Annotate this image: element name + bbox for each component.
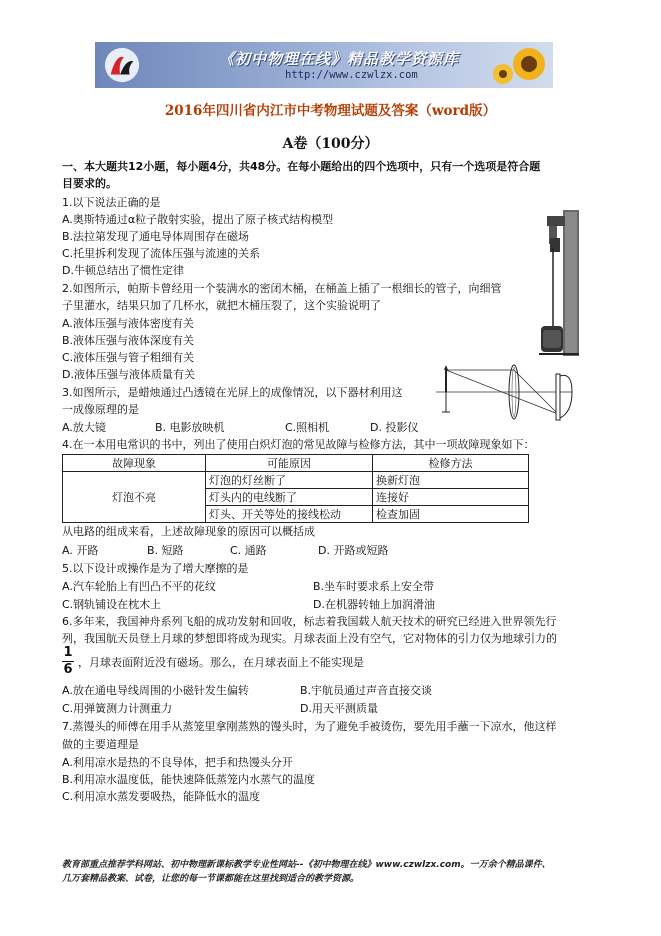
q7-option-c: C.利用凉水蒸发要吸热，能降低水的温度 — [62, 790, 261, 803]
q6-option-c: C.用弹簧测力计测重力 — [62, 702, 173, 715]
q6-stem-line-2: 列，我国航天员登上月球的梦想即将成为现实。月球表面上没有空气，它对物体的引力仅为地球引力的 — [62, 632, 557, 645]
q2-option-a: A.液体压强与液体密度有关 — [62, 317, 194, 330]
fraction-denominator: 6 — [63, 662, 73, 677]
q3-option-c: C.照相机 — [285, 421, 330, 434]
symptom-cell: 灯泡不亮 — [63, 472, 206, 523]
footer-line-1: 教育部重点推荐学科网站、初中物理新课标教学专业性网站--《初中物理在线》www.czwlzx.com。一万余个精品课件、 — [62, 860, 551, 870]
q1-stem: 1.以下说法正确的是 — [62, 196, 161, 209]
fraction-numerator: 1 — [63, 645, 73, 660]
fault-table-header-row — [63, 455, 529, 472]
convex-lens-figure — [432, 362, 582, 424]
q7-stem-line-1: 7.蒸馒头的师傅在用手从蒸笼里拿刚蒸熟的馒头时，为了避免手被烫伤，要先用手蘸一下凉水，他这样 — [62, 720, 557, 733]
q3-stem-line-1: 3.如图所示，是蜡烛通过凸透镜在光屏上的成像情况，以下器材利用这 — [62, 386, 403, 399]
q7-option-b: B.利用凉水温度低，能快速降低蒸笼内水蒸气的温度 — [62, 773, 316, 786]
q3-stem-line-2: 一成像原理的是 — [62, 403, 139, 416]
banner-url[interactable]: http://www.czwlzx.com — [285, 69, 418, 81]
q2-stem-line-2: 子里灌水，结果只加了几杯水，就把木桶压裂了，这个实验说明了 — [62, 299, 381, 312]
q3-option-a: A.放大镜 — [62, 421, 106, 434]
q6-stem-line-1: 6.多年来，我国神舟系列飞船的成功发射和回收，标志着我国载人航天技术的研究已经进入世界领先行 — [62, 615, 557, 628]
page-title: 2016年四川省内江市中考物理试题及答案（word版） — [164, 103, 497, 119]
section-subtitle: A卷（100分） — [282, 136, 379, 152]
fault-table — [62, 454, 529, 523]
method-cell: 换新灯泡 — [373, 472, 529, 489]
q1-option-c: C.托里拆利发现了流体压强与流速的关系 — [62, 247, 261, 260]
q7-option-a: A.利用凉水是热的不良导体，把手和热馒头分开 — [62, 756, 293, 769]
site-logo-icon — [103, 46, 141, 84]
q4-stem: 4.在一本用电常识的书中，列出了使用白炽灯泡的常见故障与检修方法，其中一项故障现象如下： — [62, 438, 535, 451]
sunflower-icon — [489, 44, 549, 86]
q4-after: 从电路的组成来看，上述故障现象的原因可以概括成 — [62, 525, 315, 538]
header-method: 检修方法 — [373, 455, 529, 472]
q1-option-d: D.牛顿总结出了惯性定律 — [62, 264, 184, 277]
q2-option-d: D.液体压强与液体质量有关 — [62, 368, 195, 381]
q5-option-d: D.在机器转轴上加润滑油 — [313, 598, 435, 611]
header-cause: 可能原因 — [206, 455, 373, 472]
page-footer — [62, 858, 602, 886]
q4-option-d: D. 开路或短路 — [318, 544, 389, 557]
method-cell: 检查加固 — [373, 506, 529, 523]
site-banner[interactable] — [95, 42, 553, 88]
q1-option-b: B.法拉第发现了通电导体周围存在磁场 — [62, 230, 250, 243]
q3-option-b: B. 电影放映机 — [155, 421, 225, 434]
q4-option-c: C. 通路 — [230, 544, 267, 557]
q3-option-d: D. 投影仪 — [370, 421, 419, 434]
q1-option-a: A.奥斯特通过α粒子散射实验，提出了原子核式结构模型 — [62, 213, 334, 226]
q5-stem: 5.以下设计或操作是为了增大摩擦的是 — [62, 562, 249, 575]
q4-option-a: A. 开路 — [62, 544, 99, 557]
section-heading-line-2: 目要求的。 — [62, 177, 117, 190]
q6-option-a: A.放在通电导线周围的小磁针发生偏转 — [62, 684, 249, 697]
banner-title: 《初中物理在线》精品教学资源库 — [219, 50, 460, 68]
q7-stem-line-2: 做的主要道理是 — [62, 738, 139, 751]
header-symptom: 故障现象 — [63, 455, 206, 472]
q2-option-b: B.液体压强与液体深度有关 — [62, 334, 195, 347]
method-cell: 连接好 — [373, 489, 529, 506]
q5-option-c: C.钢轨铺设在枕木上 — [62, 598, 162, 611]
q6-option-b: B.宇航员通过声音直接交谈 — [300, 684, 433, 697]
pascal-barrel-figure — [533, 208, 581, 358]
cause-cell: 灯泡的灯丝断了 — [206, 472, 373, 489]
q2-option-c: C.液体压强与管子粗细有关 — [62, 351, 195, 364]
q5-option-b: B.坐车时要求系上安全带 — [313, 580, 435, 593]
table-row — [63, 472, 529, 489]
q6-option-d: D.用天平测质量 — [300, 702, 378, 715]
footer-line-2: 几万套精品教案、试卷，让您的每一节课都能在这里找到适合的教学资源。 — [62, 874, 360, 884]
section-heading-line-1: 一、本大题共12小题，每小题4分，共48分。在每小题给出的四个选项中，只有一个选项是符合题 — [62, 160, 541, 173]
cause-cell: 灯头内的电线断了 — [206, 489, 373, 506]
q2-stem-line-1: 2.如图所示，帕斯卡曾经用一个装满水的密闭木桶，在桶盖上插了一根细长的管子，向细管 — [62, 282, 502, 295]
fraction-one-sixth — [62, 646, 74, 677]
q6-stem-line-3: ，月球表面附近没有磁场。那么，在月球表面上不能实现是 — [78, 656, 364, 669]
q4-option-b: B. 短路 — [147, 544, 184, 557]
q5-option-a: A.汽车轮胎上有凹凸不平的花纹 — [62, 580, 216, 593]
cause-cell: 灯头、开关等处的接线松动 — [206, 506, 373, 523]
